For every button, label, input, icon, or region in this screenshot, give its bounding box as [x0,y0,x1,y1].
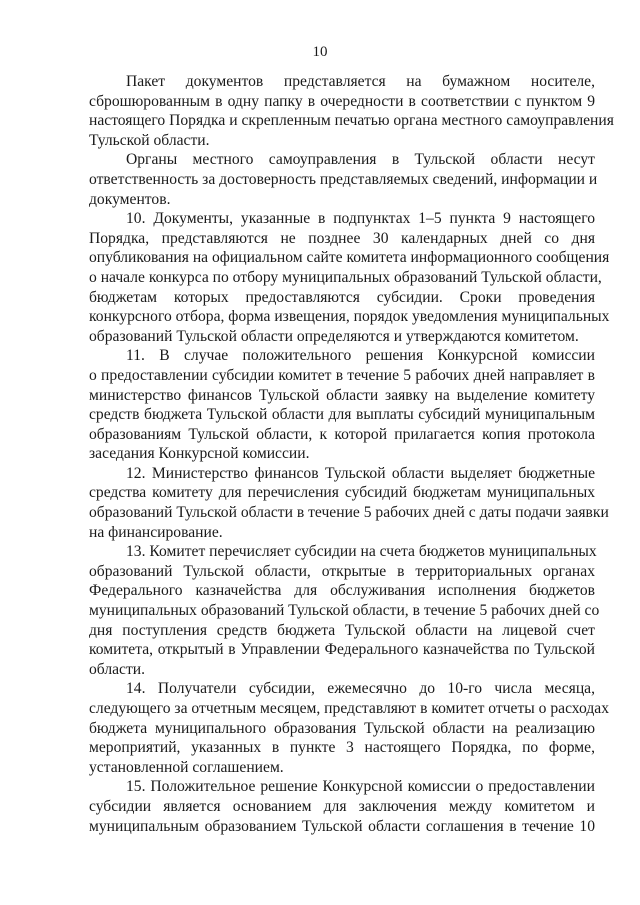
paragraph-line: Федерального казначейства для обслуживания исполнения бюджетов [89,582,595,600]
paragraph-line: 12. Министерство финансов Тульской области выделяет бюджетные [126,464,595,482]
paragraph-line: настоящего Порядка и скрепленным печатью органа местного самоуправления [89,112,614,130]
paragraph [89,679,609,777]
paragraph-line: 15. Положительное решение Конкурсной комиссии о предоставлении [126,778,595,796]
paragraph-line: средств бюджета Тульской области для выплаты субсидий муниципальным [89,406,595,424]
paragraph [89,464,609,542]
paragraph-line: конкурсного отбора, форма извещения, порядок уведомления муниципальных [89,308,610,326]
paragraph-line: на финансирование. [89,523,223,541]
page-number: 10 [312,44,328,60]
paragraph-line: бюджета муниципального образования Тульской области на реализацию [89,719,595,737]
paragraph-line: образований Тульской области определяются и утверждаются комитетом. [89,327,579,345]
paragraph-line: средства комитету для перечисления субсидий бюджетам муниципальных [89,484,595,502]
paragraph-line: муниципальным образованием Тульской области соглашения в течение 10 [89,817,595,835]
paragraph-line: Пакет документов представляется на бумажном носителе, [126,73,595,90]
paragraph-line: 13. Комитет перечисляет субсидии на счета бюджетов муниципальных [126,543,597,561]
paragraph-line: дня поступления средств бюджета Тульской области на лицевой счет [89,621,595,639]
paragraph-line: 11. В случае положительного решения Конкурсной комиссии [126,347,595,365]
paragraph-line: о предоставлении субсидии комитет в течение 5 рабочих дней направляет в [89,366,595,384]
paragraph-line: образованиям Тульской области, к которой прилагается копия протокола [89,425,595,443]
paragraph-line: установленной соглашением. [89,758,284,776]
paragraph-line: муниципальных образований Тульской области, в течение 5 рабочих дней со [89,602,600,620]
paragraph-line: образований Тульской области, открытые в территориальных органах [89,562,595,580]
paragraph-line: субсидии является основанием для заключения между комитетом и [89,797,595,815]
document-body [89,72,614,836]
paragraph-line: области. [89,660,146,678]
paragraph-line: 14. Получатели субсидии, ежемесячно до 10-го числа месяца, [126,680,595,698]
paragraph [89,542,600,679]
paragraph-line: Органы местного самоуправления в Тульской области несут [126,151,595,169]
paragraph [89,150,598,209]
paragraph-line: документов. [89,190,171,208]
paragraph-line: о начале конкурса по отбору муниципальных образований Тульской области, [89,268,602,286]
paragraph-line: бюджетам которых предоставляются субсидии. Сроки проведения [89,288,595,306]
paragraph-line: 10. Документы, указанные в подпунктах 1–5 пункта 9 настоящего [126,210,595,228]
paragraph-line: министерство финансов Тульской области заявку на выделение комитету [89,386,595,404]
paragraph-line: опубликования на официальном сайте комитета информационного сообщения [89,249,610,267]
paragraph [89,72,614,150]
paragraph [89,777,595,836]
paragraph-line: образований Тульской области в течение 5 рабочих дней с даты подачи заявки [89,504,609,522]
paragraph-line: Порядка, представляются не позднее 30 календарных дней со дня [89,229,595,247]
paragraph [89,209,610,346]
paragraph-line: ответственность за достоверность представляемых сведений, информации и [89,170,598,188]
paragraph-line: сброшюрованным в одну папку в очередности в соответствии с пунктом 9 [89,92,595,110]
paragraph-line: заседания Конкурсной комиссии. [89,445,310,463]
paragraph-line: следующего за отчетным месяцем, представляют в комитет отчеты о расходах [89,700,609,717]
paragraph-line: мероприятий, указанных в пункте 3 настоящего Порядка, по форме, [89,739,595,757]
paragraph-line: комитета, открытый в Управлении Федерального казначейства по Тульской [89,641,595,659]
paragraph [89,346,595,464]
paragraph-line: Тульской области. [89,131,210,149]
